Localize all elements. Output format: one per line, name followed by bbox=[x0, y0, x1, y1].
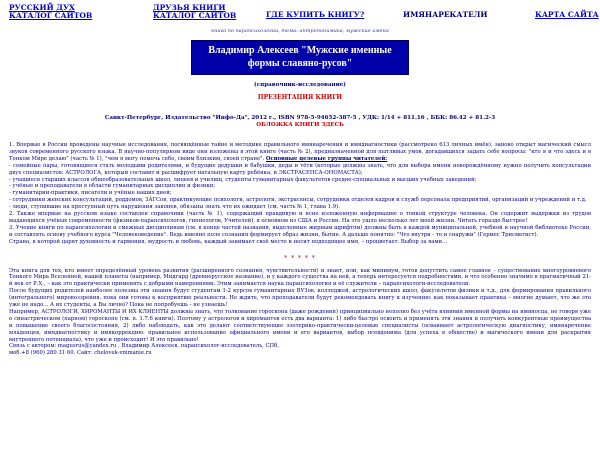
nav-link-friends-books[interactable]: ДРУЗЬЯ КНИГИ bbox=[153, 3, 226, 12]
tagline: книга по парапсихологии, тема: антропонимика, мужские имена bbox=[211, 28, 389, 34]
main-paragraph-1: Эта книга для тех, кто имеет определённый уровень развития (расширенного сознания, чувствительности) и знает, или, как минимум, готов допустить самое главное – существование многоуровневого Тонкого Мира Вселенной, нашей планеты (например, Мидгард (древнерусское название), и у каждого существа на ней, а теперь интересуется подробностями, и что особенно значимо в прагматичный 21-й век от Р.Х., – как это практически применять с добрыми намерениями. Этим занимается наука парапсихология и её служители – парапсихологи-исследователи. bbox=[9, 267, 591, 288]
cover-link-wrap bbox=[0, 122, 600, 128]
target-group-2: - учащиеся старших классов общеобразовательных школ, лицеев и училищ, студенты гуманитарных факультетов средне-специальных и высших учебных заведений; bbox=[9, 176, 477, 183]
section-divider-stars: * * * * * bbox=[284, 254, 316, 262]
intro-paragraph-1 bbox=[9, 142, 591, 163]
nav-link-site-map[interactable]: КАРТА САЙТА bbox=[535, 10, 599, 19]
intro-section bbox=[0, 142, 600, 357]
target-group-6: - люди, ступившие на преступный путь нарушения законов, обязаны знать что их ожидает (см. часть № 1, главa 1.9). bbox=[9, 204, 340, 211]
cover-link[interactable]: ОБЛОЖКА КНИГИ ЗДЕСЬ bbox=[256, 122, 344, 128]
contact-line-2: моб.+8 (960) 280 31 60. Сайт: chelovek-vnimanie.ru bbox=[9, 350, 152, 357]
book-title: Владимир Алексеев "Мужские именные формы славяно-русов" bbox=[191, 40, 409, 75]
nav-group-where-buy bbox=[266, 11, 364, 19]
book-subtitle: (справочник-исследование) bbox=[254, 82, 346, 88]
nav-group-friends-books bbox=[153, 4, 236, 20]
target-group-1: - семейные пары, готовящиеся стать молодыми родителями, и будущие дедушки и бабушки, деды и тёти (которые должны знать, что для выбора имени новорождённому нужно получить консультации двух специалистов: АСТРОЛОГА, который составит и расшифрует натальную карту ребёнка, и ЭКСТРАСЕНСА-ОНОМАСТА); bbox=[9, 162, 591, 176]
intro-paragraph-4: Страна, в которой царят духовность и гармония, мудрость и любовь, каждый занимает своё место и носит подходящее имя, – процветает. Выбор за вами... bbox=[9, 238, 448, 245]
nav-link-site-catalog-2[interactable]: КАТАЛОГ САЙТОВ bbox=[153, 11, 237, 20]
intro-p1-text: 1. Впервые в России проведены научные исследования, посвящённые тайне и методике правильного имянаречения и имядиагностики (рассмотрено 613 личных имён), заново открыт магический смысл звуков современного русского языка. В научно-популярном виде они изложены в этой книге (часть № 2), предназначенной для пытливых умов, догадавшихся задать себе вопросы: "кто я и что здесь и в Тонком Мире делаю" (часть № 1), "чем я могу помочь себе, своим близким, своей стране". bbox=[9, 142, 591, 162]
target-group-4: - гуманитарии-практики, писатели и учёные наших дней; bbox=[9, 190, 172, 197]
top-navigation bbox=[0, 0, 600, 26]
presentation-heading: ПРЕЗЕНТАЦИЯ КНИГИ bbox=[257, 94, 343, 101]
target-group-5: - сотрудники женских консультаций, роддомов, ЗАГСов, практикующие психологи, астрологи, экстрасенсы, сотрудники отделов кадров и служб персонала предприятий, организаций и учреждений и т.д. bbox=[9, 197, 587, 204]
namers-text: ИМЯНАРЕКАТЕЛИ bbox=[403, 10, 488, 19]
nav-link-where-buy[interactable]: ГДЕ КУПИТЬ КНИГУ? bbox=[266, 10, 365, 19]
contact-line: Связь с автором: magusrus@yandex.ru , Владимир Алексеев, парапсихолог-исследователь, СПб, bbox=[9, 343, 280, 350]
nav-group-russian-spirit bbox=[9, 4, 92, 20]
target-groups-title: Основные целевые группы читателей: bbox=[265, 155, 388, 162]
main-paragraph-3: Например, АСТРОЛОГИ, ХИРОМАНТЫ И ИХ КЛИЕНТЫ должны знать, что толкование гороскопа (даже рождения) принципиально неполно без учёта влияния именной формы на имяносца, не говоря уже о синастрическом (парном) гороскопе (см. п. 1.7.6 книги). Поэтому у астрологов и хиромантов есть два варианта: 1) либо быстро освоить и применять эти знания и получить конкурентные преимущества и повышение своего благосостояния, 2) либо наблюдать, как это делают соответствующие эзотерико-практически-целевые специалисты (осваивают астрологическую диагностику, имянаречение младенцев, имядиагностику и имякоррекцию: правильное использование официального имени и его вариантов, выбор псевдонима (для успеха в обществе) и магического имени для раскрытия внутреннего потенциала), что уже и происходит! И это правильно! bbox=[9, 308, 591, 343]
publication-info: Санкт-Петербург, Издательство "Инфо-Да", 2012 г., ISBN 978-5-94652-387-5 , УДК: 1/14 + 811.16 , ББК: 86.42 + 81.2-3 bbox=[104, 115, 496, 121]
intro-paragraph-2: 2. Также впервые на русском языке составлен справочник (часть № 1), содержащий правдивую и ясно изложенную информацию о тонкой структуре человека. Он содержит выдержки из трудов выдающихся учёных современности (физиков-парапсихологов, гипнологов, Учителей), в основном из США и России. На это ушло несколько лет моей жизни. Читать гораздо быстрее! bbox=[9, 211, 591, 224]
nav-link-site-catalog[interactable]: КАТАЛОГ САЙТОВ bbox=[9, 11, 93, 20]
nav-namers-label bbox=[403, 11, 488, 19]
nav-group-site-map bbox=[535, 11, 599, 19]
intro-paragraph-3: 3. Учение книги по парапсихологии и смежных дисциплинам (см. в конце частей названия, выделенные жирным шрифтом) должны быть в каждой муниципальной, учебной и научной библиотеке России, и составлять основу учебного курса "Человековедение". Ведь именно поле сознания формирует образ жизни, бытие. А дальше понятно: "Что внутри - то и снаружи" (Гермес Трисмегист). bbox=[9, 224, 591, 238]
target-group-3: - учёные и преподаватели в области гуманитарных дисциплин и физики; bbox=[9, 183, 216, 190]
main-paragraph-2: После будущих родителей наиболее полезны эти знания будут студентам 1-2 курсов гуманитарных ВУЗов, колледжей, астрологических школ, факультетов физики и т.д., для формирования правильного (интегрального) мировоззрения, пока они готовы к восприятию реальности. Не ждите, что преподаватели будут рекомендовать книгу к изучению: как показывает практика – многие думают, что же это уже не надо... А их студенты, а Вы лично? Пока не попробуешь - не узнаешь! bbox=[9, 288, 591, 309]
nav-link-russian-spirit[interactable]: РУССКИЙ ДУХ bbox=[9, 3, 75, 12]
